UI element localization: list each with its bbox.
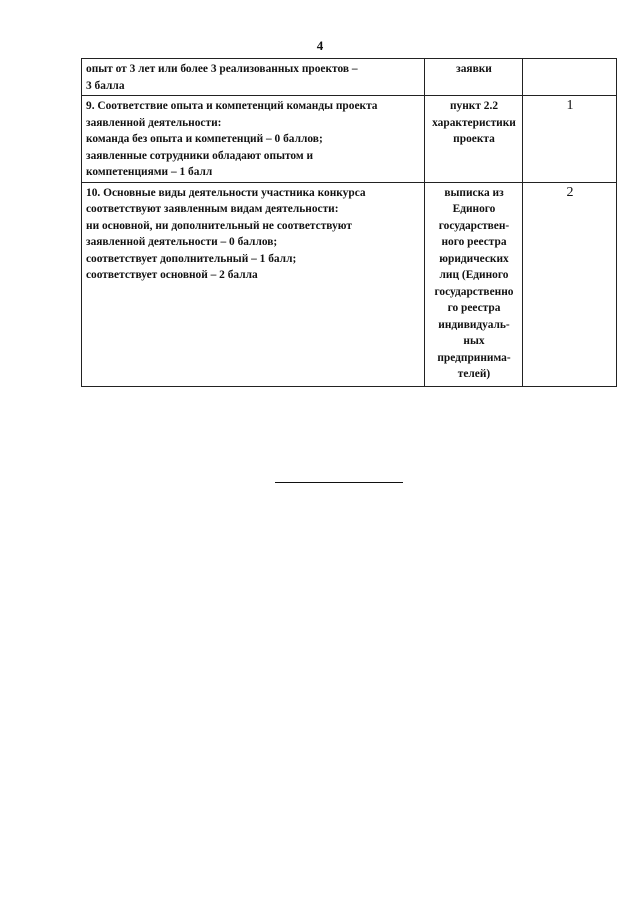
criterion-text-line: заявленной деятельности – 0 баллов; xyxy=(86,236,278,248)
source-text-line: характеристики xyxy=(432,116,516,129)
criterion-cell xyxy=(82,59,425,96)
source-cell xyxy=(425,96,523,183)
source-text-line: юридических xyxy=(439,252,509,265)
table-row xyxy=(82,96,617,183)
criterion-text-line: заявленной деятельности: xyxy=(86,116,222,129)
criterion-text-line: 3 балла xyxy=(86,79,125,92)
source-text-line: выписка из xyxy=(444,186,504,199)
score-cell: 1 xyxy=(523,96,617,183)
criterion-text-line: соответствуют заявленным видам деятельности: xyxy=(86,203,339,215)
source-text-line: телей) xyxy=(457,368,491,380)
criterion-text-line: 10. Основные виды деятельности участника конкурса xyxy=(86,186,366,199)
source-cell xyxy=(425,182,523,386)
criterion-cell xyxy=(82,182,425,386)
criterion-text-line: команда без опыта и компетенций – 0 баллов; xyxy=(86,133,323,145)
table-row xyxy=(82,182,617,386)
source-text-line: Единого xyxy=(452,203,496,215)
score-cell: 2 xyxy=(523,182,617,386)
table-row xyxy=(82,59,617,96)
page-number: 4 xyxy=(316,38,324,53)
criterion-text-line: заявленные сотрудники обладают опытом и xyxy=(86,149,314,162)
criteria-table xyxy=(81,58,617,387)
source-text-line: ных xyxy=(463,335,485,347)
source-cell xyxy=(425,59,523,96)
criterion-text-line: 9. Соответствие опыта и компетенций команды проекта xyxy=(86,100,378,112)
source-text-line: го реестра xyxy=(447,302,501,314)
source-text-line: проекта xyxy=(453,133,495,145)
closing-rule-line xyxy=(275,482,403,483)
criterion-text-line: компетенциями – 1 балл xyxy=(86,166,213,178)
criterion-text-line: соответствует основной – 2 балла xyxy=(86,269,258,281)
source-text-line: индивидуаль- xyxy=(438,318,510,331)
source-text-line: лиц (Единого xyxy=(439,269,509,281)
criterion-text-line: ни основной, ни дополнительный не соответствуют xyxy=(86,219,352,232)
score-cell xyxy=(523,59,617,96)
criterion-text-line: опыт от 3 лет или более 3 реализованных проектов – xyxy=(86,63,358,75)
source-text-line: государствен- xyxy=(438,219,510,232)
source-text-line: пункт 2.2 xyxy=(449,100,499,112)
source-text-line: предпринима- xyxy=(437,351,511,364)
source-text-line: государственно xyxy=(434,285,514,298)
source-text-line: ного реестра xyxy=(441,236,507,248)
criterion-text-line: соответствует дополнительный – 1 балл; xyxy=(86,252,297,265)
criterion-cell xyxy=(82,96,425,183)
source-text-line: заявки xyxy=(456,63,492,75)
